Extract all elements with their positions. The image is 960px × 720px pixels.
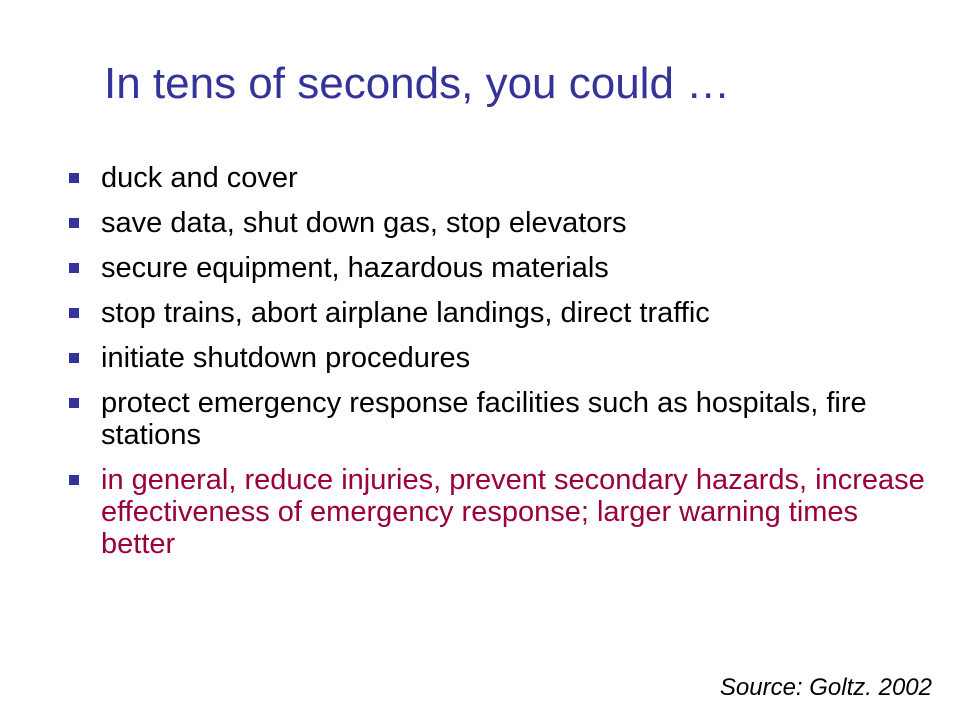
square-bullet-icon xyxy=(69,475,79,485)
bullet-item xyxy=(60,387,940,451)
slide-title: In tens of seconds, you could … xyxy=(104,59,731,108)
bullet-item xyxy=(60,297,940,329)
bullet-text: protect emergency response facilities such as hospitals, fire stations xyxy=(101,387,867,451)
bullet-text: initiate shutdown procedures xyxy=(101,342,471,374)
square-bullet-icon xyxy=(69,263,79,273)
square-bullet-icon xyxy=(69,353,79,363)
bullet-text: secure equipment, hazardous materials xyxy=(101,252,609,284)
square-bullet-icon xyxy=(69,218,79,228)
bullet-text: in general, reduce injuries, prevent secondary hazards, increase effectiveness of emergency response; larger warning times better xyxy=(101,464,925,560)
bullet-text: duck and cover xyxy=(101,162,298,194)
source-citation: Source: Goltz. 2002 xyxy=(719,674,932,701)
bullet-text: save data, shut down gas, stop elevators xyxy=(101,207,627,239)
bullet-list xyxy=(60,162,940,573)
bullet-item xyxy=(60,342,940,374)
bullet-text: stop trains, abort airplane landings, direct traffic xyxy=(101,297,710,329)
square-bullet-icon xyxy=(69,173,79,183)
bullet-item xyxy=(60,162,940,194)
bullet-item-emphasis xyxy=(60,464,940,560)
square-bullet-icon xyxy=(69,398,79,408)
bullet-item xyxy=(60,252,940,284)
bullet-item xyxy=(60,207,940,239)
square-bullet-icon xyxy=(69,308,79,318)
